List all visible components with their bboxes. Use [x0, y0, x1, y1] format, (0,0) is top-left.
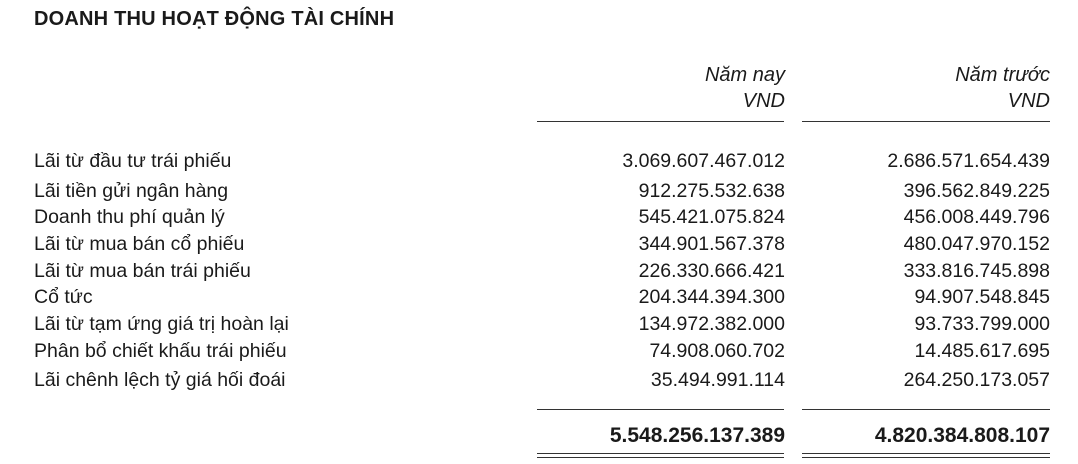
row-label: Lãi từ mua bán trái phiếu [34, 260, 251, 282]
table-row [0, 150, 1078, 173]
total-double-rule-current-top [537, 453, 784, 454]
total-double-rule-previous-bottom [802, 457, 1050, 458]
header-rule-previous [802, 121, 1050, 122]
row-value-previous: 456.008.449.796 [903, 206, 1050, 228]
row-value-previous: 14.485.617.695 [914, 340, 1050, 362]
row-value-current: 226.330.666.421 [638, 260, 785, 282]
total-row [0, 423, 1078, 449]
row-value-current: 134.972.382.000 [638, 313, 785, 335]
row-value-current: 204.344.394.300 [638, 286, 785, 308]
row-label: Lãi chênh lệch tỷ giá hối đoái [34, 369, 286, 391]
table-row [0, 340, 1078, 363]
column-header-previous [790, 62, 1050, 114]
row-value-current: 344.901.567.378 [638, 233, 785, 255]
row-label: Lãi từ đầu tư trái phiếu [34, 150, 232, 172]
row-value-previous: 2.686.571.654.439 [887, 150, 1050, 172]
total-double-rule-previous-top [802, 453, 1050, 454]
column-unit-current: VND [742, 90, 785, 112]
row-label: Lãi từ mua bán cổ phiếu [34, 233, 245, 255]
subtotal-rule-previous [802, 409, 1050, 410]
row-label: Lãi từ tạm ứng giá trị hoàn lại [34, 313, 289, 335]
table-row [0, 369, 1078, 392]
total-double-rule-current-bottom [537, 457, 784, 458]
row-value-previous: 333.816.745.898 [903, 260, 1050, 282]
row-value-previous: 93.733.799.000 [914, 313, 1050, 335]
row-value-current: 912.275.532.638 [638, 180, 785, 202]
row-value-previous: 264.250.173.057 [903, 369, 1050, 391]
column-unit-previous: VND [1007, 90, 1050, 112]
table-row [0, 313, 1078, 336]
row-value-previous: 396.562.849.225 [903, 180, 1050, 202]
column-year-previous: Năm trước [955, 64, 1050, 86]
row-value-previous: 94.907.548.845 [914, 286, 1050, 308]
row-label: Doanh thu phí quản lý [34, 206, 225, 228]
row-value-current: 545.421.075.824 [638, 206, 785, 228]
row-label: Lãi tiền gửi ngân hàng [34, 180, 229, 202]
row-value-current: 74.908.060.702 [649, 340, 785, 362]
row-value-current: 35.494.991.114 [650, 369, 785, 391]
row-value-previous: 480.047.970.152 [903, 233, 1050, 255]
column-header-current [525, 62, 785, 114]
subtotal-rule-current [537, 409, 784, 410]
table-row [0, 260, 1078, 283]
row-value-current: 3.069.607.467.012 [622, 150, 785, 172]
row-label: Cổ tức [34, 286, 93, 308]
total-value-previous: 4.820.384.808.107 [874, 424, 1050, 447]
table-row [0, 206, 1078, 229]
table-row [0, 286, 1078, 309]
row-label: Phân bổ chiết khấu trái phiếu [34, 340, 287, 362]
header-rule-current [537, 121, 784, 122]
table-row [0, 180, 1078, 203]
total-value-current: 5.548.256.137.389 [609, 424, 785, 447]
statement-title: DOANH THU HOẠT ĐỘNG TÀI CHÍNH [34, 8, 395, 30]
table-row [0, 233, 1078, 256]
column-year-current: Năm nay [704, 64, 785, 86]
